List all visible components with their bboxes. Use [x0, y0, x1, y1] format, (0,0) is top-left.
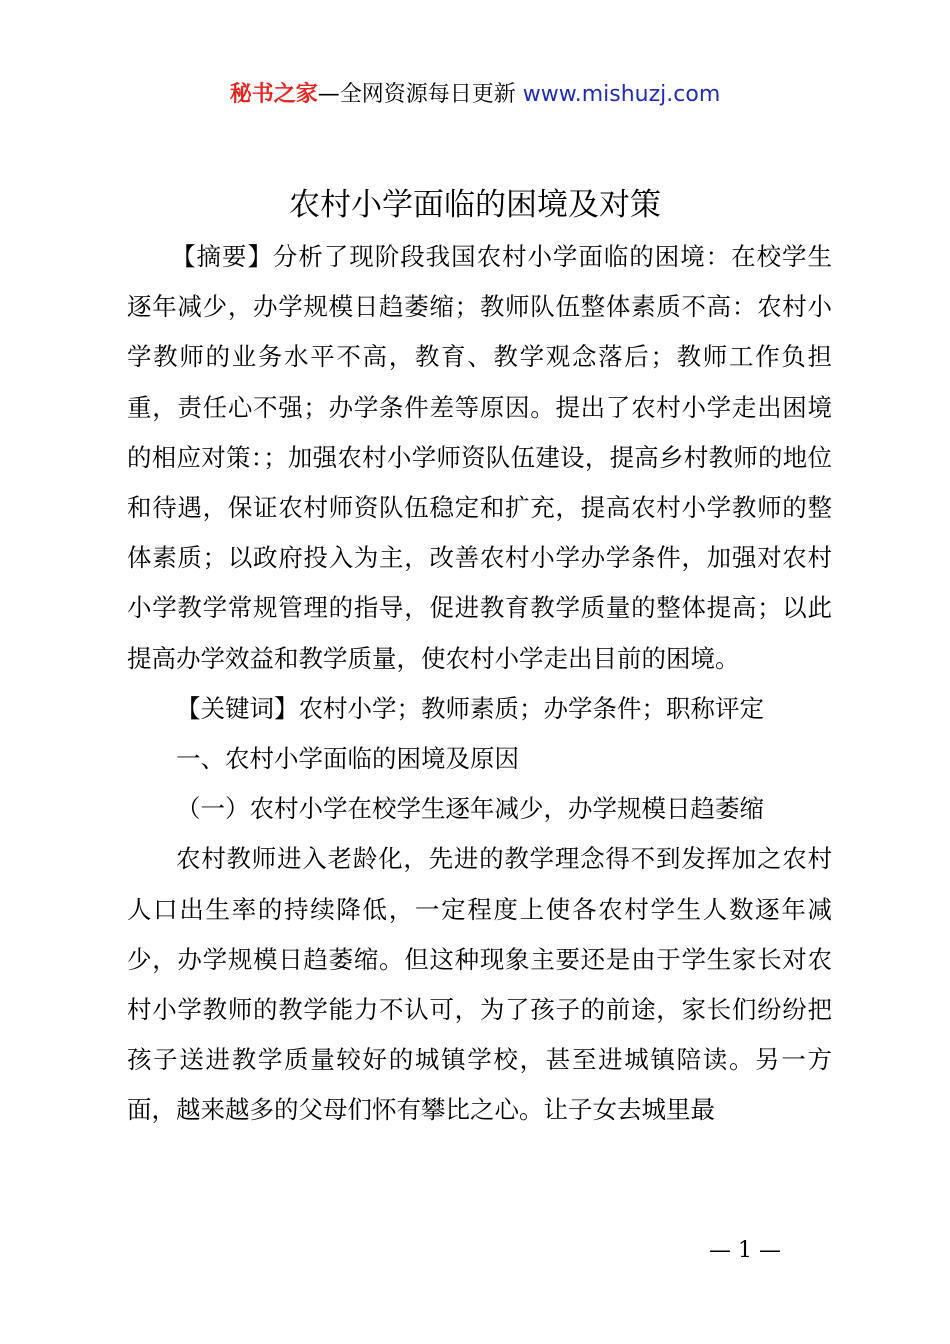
header-tagline: —全网资源每日更新: [317, 82, 523, 107]
page-number: — 1 —: [709, 1238, 781, 1263]
body-paragraph: 农村教师进入老龄化，先进的教学理念得不到发挥加之农村人口出生率的持续降低，一定程度上使各农村学生人数逐年减少，办学规模日趋萎缩。但这种现象主要还是由于学生家长对农村小学教师的教学能力不认可，为了孩子的前途，家长们纷纷把孩子送进教学质量较好的城镇学校，甚至进城镇陪读。另一方面，越来越多的父母们怀有攀比之心。让子女去城里最: [127, 844, 832, 1125]
keywords-paragraph: 【关键词】农村小学；教师素质；办学条件；职称评定: [176, 693, 764, 723]
subsection-heading: （一）农村小学在校学生逐年减少，办学规模日趋萎缩: [176, 794, 764, 824]
site-header: [0, 80, 950, 110]
site-url-link[interactable]: www.mishuzj.com: [522, 82, 721, 107]
brand-name: 秘书之家: [229, 82, 318, 107]
abstract-paragraph: 【摘要】分析了现阶段我国农村小学面临的困境：在校学生逐年减少，办学规模日趋萎缩；教师队伍整体素质不高：农村小学教师的业务水平不高，教育、教学观念落后；教师工作负担重，责任心不强；办学条件差等原因。提出了农村小学走出困境的相应对策：；加强农村小学师资队伍建设，提高乡村教师的地位和待遇，保证农村师资队伍稳定和扩充，提高农村小学教师的整体素质；以政府投入为主，改善农村小学办学条件，加强对农村小学教学常规管理的指导，促进教育教学质量的整体提高；以此提高办学效益和教学质量，使农村小学走出目前的困境。: [127, 242, 832, 673]
document-body: [127, 232, 832, 1136]
section-heading: 一、农村小学面临的困境及原因: [176, 744, 519, 774]
document-title: 农村小学面临的困境及对策: [289, 187, 661, 223]
